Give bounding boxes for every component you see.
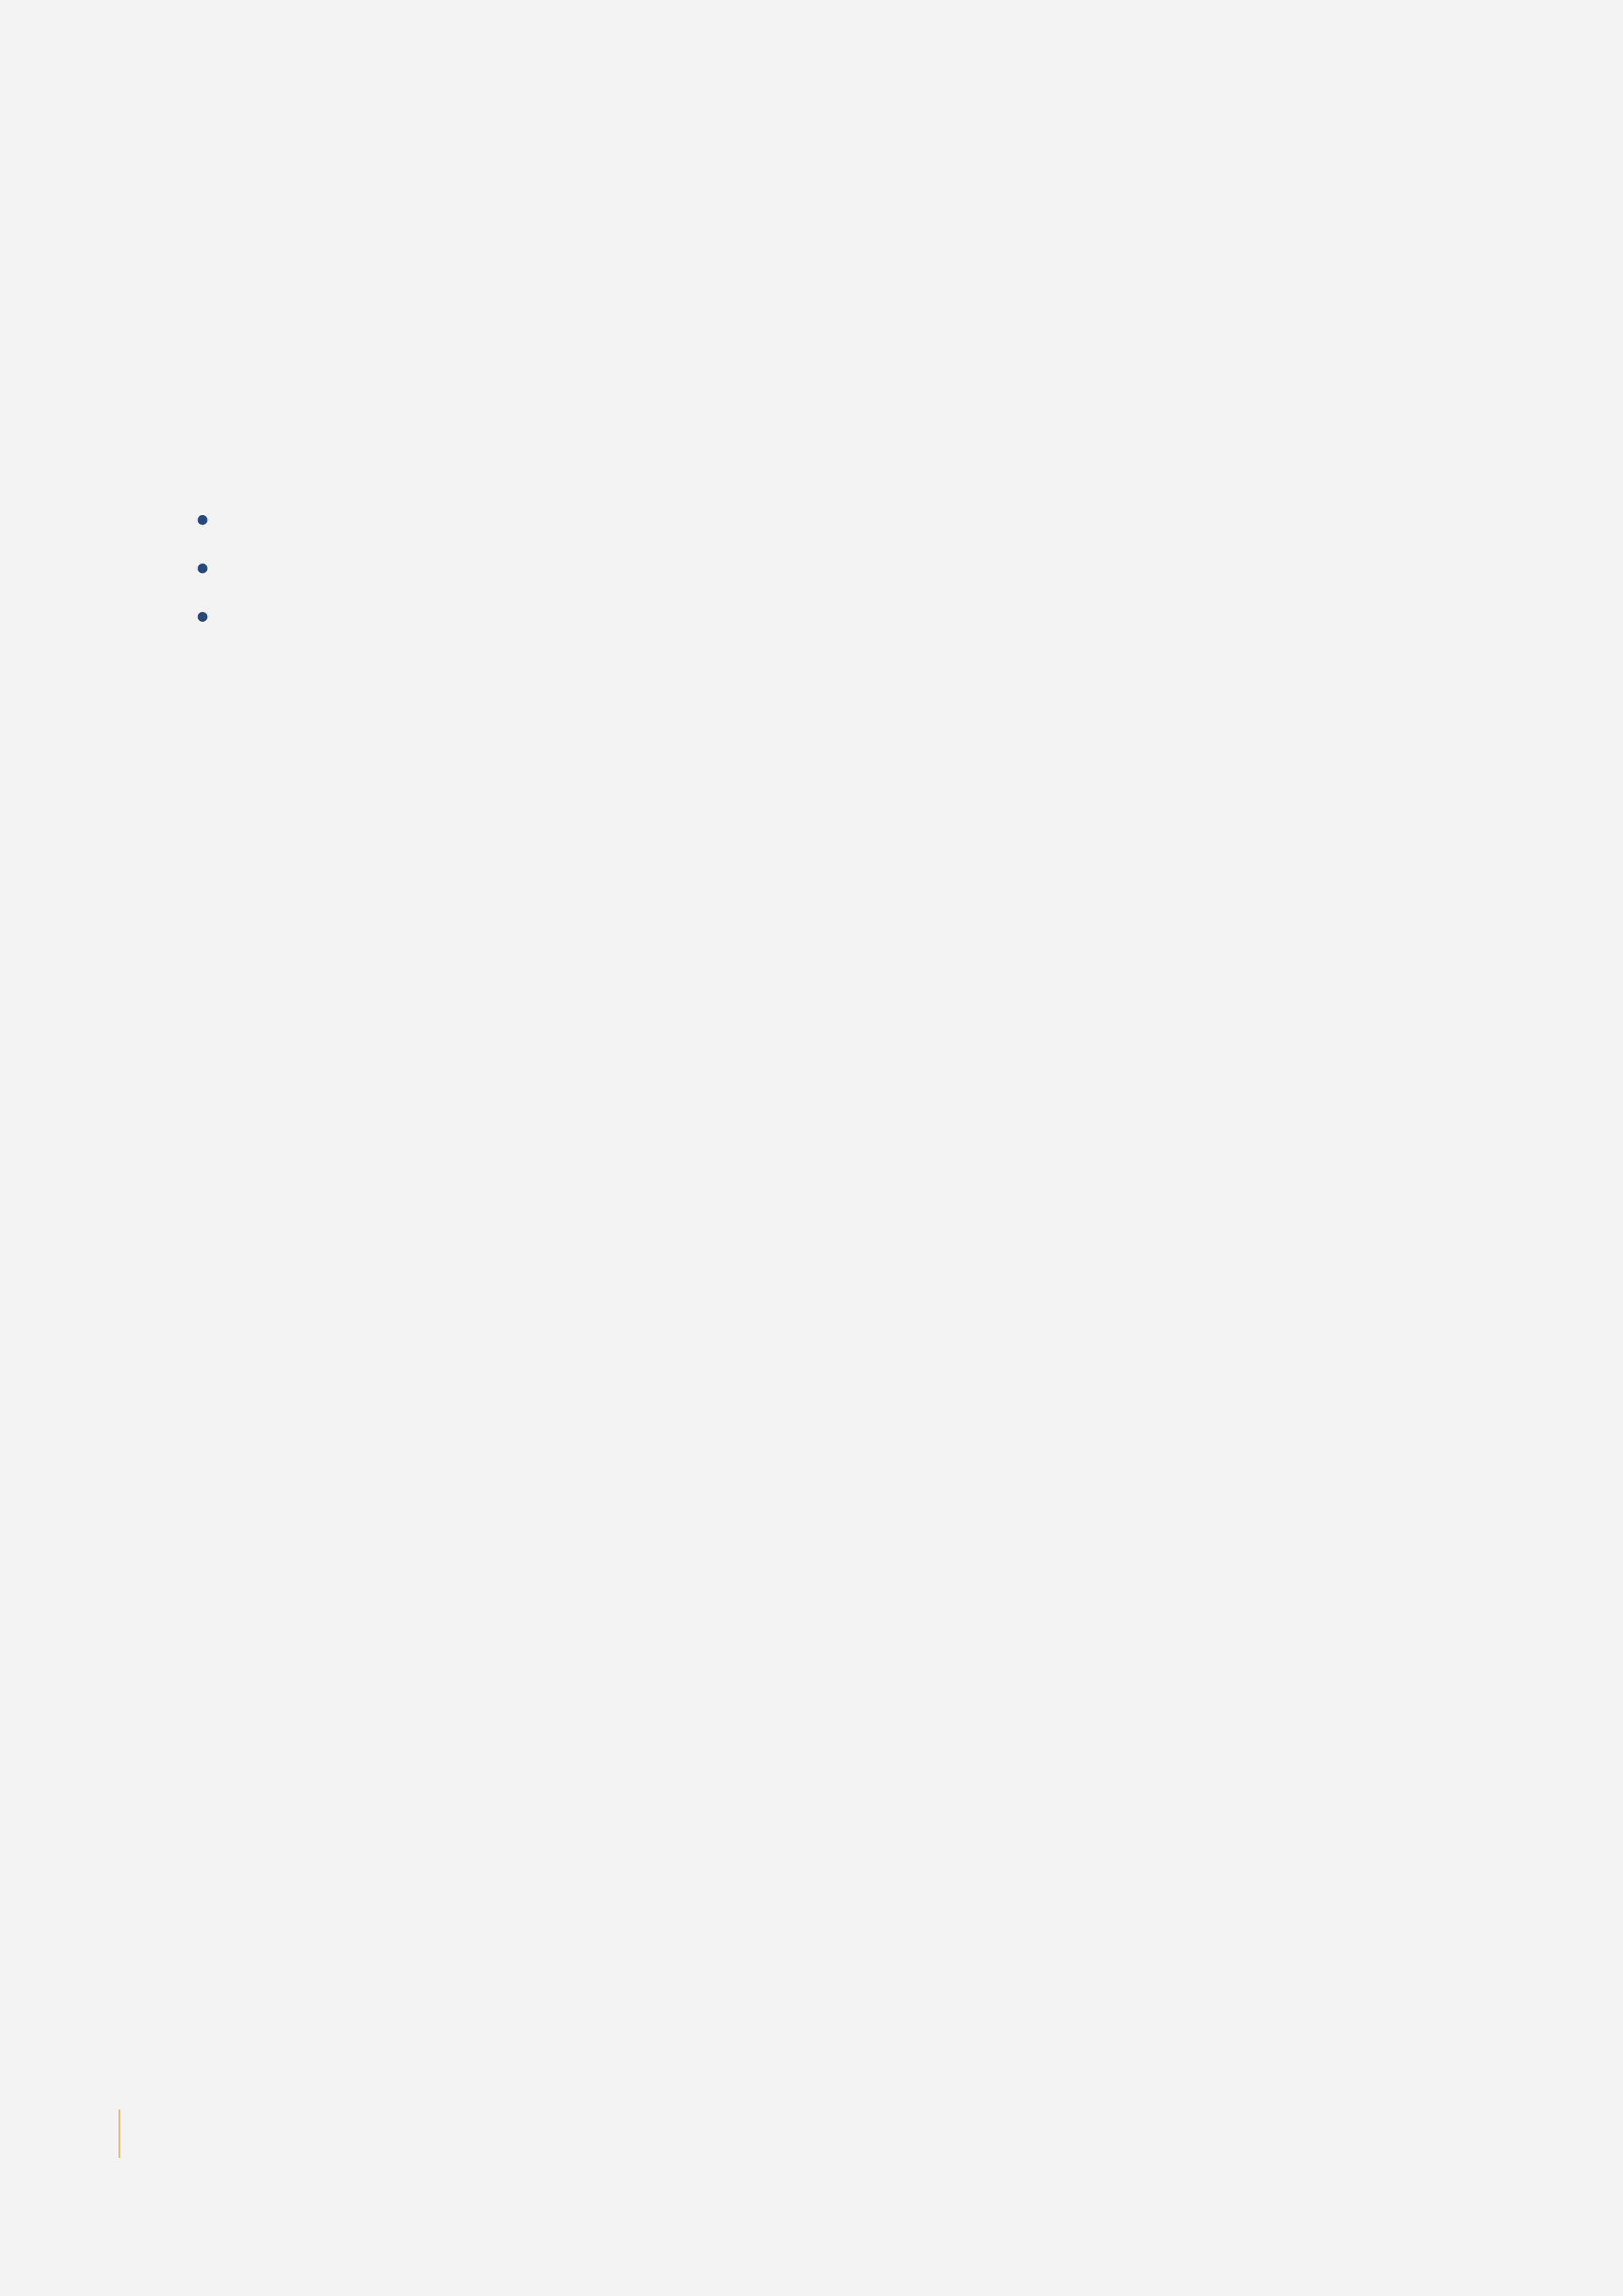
create-list xyxy=(162,495,1461,640)
footer-logo xyxy=(108,2101,130,2166)
list-item xyxy=(221,495,1461,543)
list-item xyxy=(221,592,1461,640)
body-content xyxy=(162,446,1461,689)
list-item xyxy=(221,543,1461,592)
logo-divider xyxy=(118,2109,120,2158)
